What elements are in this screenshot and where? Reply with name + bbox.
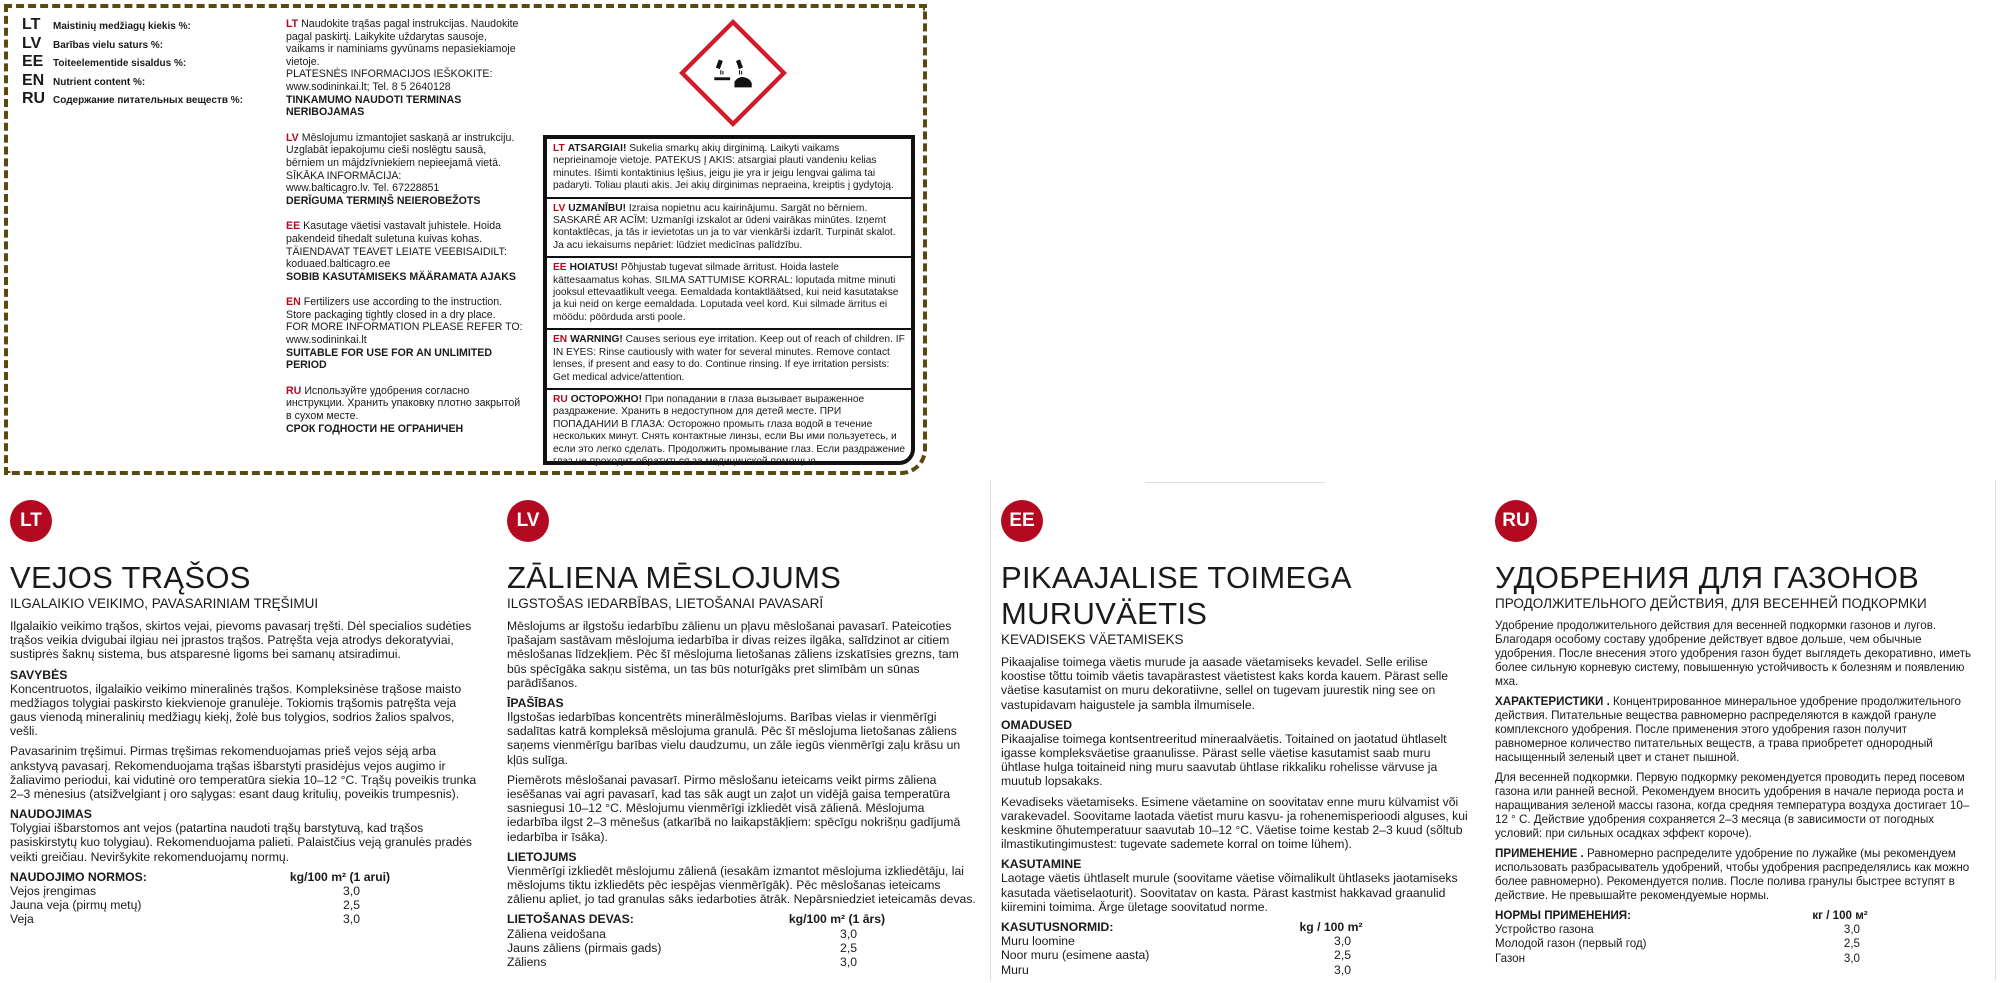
language-code: LV [286, 131, 299, 144]
section-text: Равномерно распределите удобрение по лужайке (мы рекомендуем использовать разбрасыватель удобрений, чтобы удобрения распределялись как можно более равномерно). Рекомендуется полив. После полива гранулы быстрее вступят в действие. Не превышайте рекомендуемые нормы. [1495, 847, 1970, 902]
rates-table [507, 912, 977, 969]
rates-unit: kg / 100 m² [1299, 920, 1363, 935]
rate-row [10, 884, 480, 898]
corrosion-symbol-icon [713, 57, 753, 89]
shelf-life-text: TINKAMUMO NAUDOTI TERMINAS NERIBOJAMAS [286, 93, 462, 119]
rate-row [1495, 923, 1980, 937]
rate-label: Zāliena veidošana [507, 926, 606, 941]
column-ru [1495, 500, 1980, 966]
language-code: RU [22, 90, 46, 107]
shelf-life-text: DERĪGUMA TERMIŅŠ NEIEROBEŽOTS [286, 194, 481, 207]
intro-text: Удобрение продолжительного действия для весенней подкормки газонов и лугов. Благодаря особому составу удобрение действует вдвое дольше, чем обычные удобрения. После внесения этого удобрения газон будет выглядеть декоративно, иметь более сильную корневую систему, повышенную устойчивость к болезням и появлению мха. [1495, 619, 1972, 688]
product-subtitle: ПРОДОЛЖИТЕЛЬНОГО ДЕЙСТВИЯ, ДЛЯ ВЕСЕННЕЙ ПОДКОРМКИ [1495, 596, 1927, 611]
warning-text: При попадании в глаза вызывает выраженное раздражение. Хранить в недоступном для детей месте. ПРИ ПОПАДАНИИ В ГЛАЗА: Осторожно промыть глаза водой в течение нескольких минут. Снять контактные линзы, если Вы ими пользуетесь, и если это легко сделать. Продолжить промывание глаз. Если раздражение глаз не проходит обратиться за медицинской помощью. [553, 393, 906, 467]
instruction-text: Kasutage väetisi vastavalt juhistele. Hoida pakendeid tihedalt suletuna kuivas kohas. TÄIENDAVAT TEAVET LEIATE VEEBISAIDILT: koduaed.balticagro.ee [286, 220, 507, 271]
product-title: ZĀLIENA MĒSLOJUMS [507, 560, 842, 595]
intro-text: Mēslojums ar ilgstošu iedarbību zālienu un pļavu mēslošanai pavasarī. Pateicoties īpašajam sastāvam mēslojuma iedarbība ir divas reizes ilgāka, salīdzinot ar citiem mēslošanas līdzekļiem. Pēc šī mēslojuma lietošanas zāliens izskatīsies grezns, tam būs spēcīgāka sakņu sistēma, un tas būs noturīgāks pret slimībām un sūnas parādīšanos. [507, 619, 959, 690]
language-badge: RU [1495, 500, 1537, 542]
section-text: Концентрированное минеральное удобрение продолжительного действия. Питательные вещества равномерно распределяются в каждой грануле комплексного удобрения. После применения этого удобрения газон получит равномерное количество питательных веществ, а трава приобретет однородный насыщенный зеленый цвет и станет пышной. [1495, 695, 1961, 764]
instruction-text: Fertilizers use according to the instruction. Store packaging tightly closed in a dry place. FOR MORE INFORMATION PLEASE REFER TO: www.sodininkai.lt [286, 296, 523, 347]
section-text: Pavasarinim tręšimui. Pirmas tręšimas rekomenduojamas prieš vejos sėją arba ankstyvą pavasarį. Rekomenduojama trąšas išbarstyti prasidėjus vejos augimo ir žaliavimo periodui, kai vidutinė oro temperatūra siekia 10–12 °C. Trąšų poveikis trunka 2–3 mėnesius (atsižvelgiant į oro sąlygas: esant daug kritulių, poveikis trumpesnis). [10, 744, 477, 802]
warning-heading: WARNING! [570, 334, 623, 346]
rate-row [507, 941, 977, 955]
rate-value: 3,0 [343, 884, 360, 899]
intro-text: Pikaajalise toimega väetis murude ja aasade väetamiseks kevadel. Selle erilise koostise tõttu toimib väetis tavapärastest väetistest kaks korda kauem. Pärast selle väetise kasutamist on muru dekoratiivne, sellel on tugevam juurestik ning see on vastupidavam haigustele ja sambla ilmumisele. [1001, 655, 1449, 712]
section-text: Piemērots mēslošanai pavasarī. Pirmo mēslošanu ieteicams veikt pirms zāliena iesēšanas vai agri pavasarī, kad tas sāk augt un zaļot un vidējā gaisa temperatūra sasniegusi 10–12 °C. Mēslojumu vienmērīgi izkliedēt visā zālienā. Mēslojuma iedarbība ilgst 2–3 mēnešus (atkarībā no laikapstākļiem: spēcīgu nokrišņu gadījumā iedarbība ir īsāka). [507, 772, 961, 844]
rate-row [1001, 948, 1471, 962]
rate-value: 3,0 [1334, 962, 1351, 977]
nutrient-label: Barības vielu saturs %: [53, 39, 164, 51]
section-heading: LIETOJUMS [507, 849, 577, 864]
warning-text: Sukelia smarkų akių dirginimą. Laikyti vaikams neprieinamoje vietoje. PATEKUS Į AKIS: atsargiai plauti vandeniu kelias minutes. Išimti kontaktinius lęšius, jeigu jie yra ir jeigu lengvai galima tai padaryti. Toliau plauti akis. Jei akių dirginimas nepraeina, kreiptis į gydytoją. [553, 143, 894, 192]
section-heading: SAVYBĖS [10, 667, 68, 682]
language-code: LV [553, 202, 566, 214]
instruction-text: Используйте удобрения согласно инструкции. Хранить упаковку плотно закрытой в сухом месте. [286, 384, 521, 423]
instruction-block-lt [286, 18, 526, 119]
language-badge: EE [1001, 500, 1043, 542]
warning-lt [547, 139, 911, 199]
rate-row [1001, 934, 1471, 948]
rate-value: 2,5 [1843, 937, 1860, 951]
language-code: LT [22, 16, 41, 33]
product-subtitle: ILGSTOŠAS IEDARBĪBAS, LIETOŠANAI PAVASARĪ [507, 596, 824, 611]
column-lv [507, 500, 977, 969]
rates-heading: НОРМЫ ПРИМЕНЕНИЯ: [1495, 909, 1631, 922]
warning-text: Causes serious eye irritation. Keep out of reach of children. IF IN EYES: Rinse cautiously with water for several minutes. Remove contact lenses, if present and easy to do. Continue rinsing. If eye irritation persists: Get medical advice/attention. [553, 334, 905, 383]
section-heading: KASUTAMINE [1001, 857, 1082, 872]
rate-label: Muru [1001, 962, 1029, 977]
intro-text: Ilgalaikio veikimo trąšos, skirtos vejai, pievoms pavasarį tręšti. Dėl specialios sudėties trąšos veikia dvigubai ilgiau nei įprastos trąšos. Patręšta veja atrodys dekoratyviai, sustiprės šaknų sistema, bus atsparesnė ligoms bei samanų atsiradimui. [10, 619, 472, 662]
rate-row [1495, 952, 1980, 966]
shelf-life-text: СРОК ГОДНОСТИ НЕ ОГРАНИЧЕН [286, 422, 464, 435]
section-heading: NAUDOJIMAS [10, 807, 92, 822]
rates-heading: NAUDOJIMO NORMOS: [10, 869, 147, 884]
column-lt [10, 500, 480, 927]
warning-heading: ATSARGIAI! [567, 143, 627, 154]
warning-en [547, 330, 911, 390]
section-paragraph [1495, 695, 1980, 765]
rate-row [507, 955, 977, 969]
warning-heading: ОСТОРОЖНО! [570, 393, 642, 405]
language-code: EN [22, 71, 45, 89]
rate-label: Muru loomine [1001, 934, 1075, 949]
section-heading: ПРИМЕНЕНИЕ . [1495, 847, 1584, 860]
warning-text: Põhjustab tugevat silmade ärritust. Hoida lastele kättesaamatus kohas. SILMA SATTUMISE KORRAL: loputada mitme minuti jooksul ettevaatlikult veega. Eemaldada kontaktläätsed, kui neid kasutatakse ja kui neid on kerge eemaldada. Loputada veel kord. Kui silmade ärritus ei möödu: pöörduda arsti poole. [553, 262, 899, 323]
rates-heading: KASUTUSNORMID: [1001, 920, 1114, 935]
section-text: Laotage väetis ühtlaselt murule (soovitame väetise võimalikult ühtlaseks jaotamiseks kasutada väetiselaoturit). Soovitatav on kasta. Pärast kastmist hakkavad graanulid kiiremini toimima. Ärge ületage soovitatud norme. [1001, 871, 1458, 914]
rate-value: 2,5 [343, 898, 360, 913]
rate-value: 3,0 [1843, 951, 1860, 965]
language-code: LT [553, 143, 565, 154]
rate-row [1495, 937, 1980, 951]
language-code: RU [286, 384, 302, 397]
column-ee [1001, 500, 1471, 977]
section-text: Ilgstošas iedarbības koncentrēts minerālmēslojums. Barības vielas ir vienmērīgi sadalītas katrā kompleksā mēslojuma granulā. Pēc šī mēslojuma lietošanas zāliens saņems vienmērīgu barības vielu daudzumu, un zāle iegūs vienmērīgi zaļu krāsu un kļūs sulīga. [507, 710, 961, 767]
section-paragraph [1495, 847, 1980, 903]
rate-row [10, 912, 480, 926]
rates-unit: kg/100 m² (1 arui) [289, 869, 391, 884]
rate-value: 2,5 [840, 940, 857, 955]
rate-label: Vejos įrengimas [10, 884, 97, 899]
rate-label: Устройство газона [1495, 923, 1594, 937]
rates-unit: kg/100 m² (1 ārs) [788, 912, 886, 927]
nutrient-label: Maistinių medžiagų kiekis %: [53, 21, 191, 32]
product-subtitle: ILGALAIKIO VEIKIMO, PAVASARINIAM TRĘŠIMUI [10, 596, 319, 611]
rate-label: Молодой газон (первый год) [1495, 937, 1647, 951]
language-code: EN [286, 296, 301, 309]
product-title: УДОБРЕНИЯ ДЛЯ ГАЗОНОВ [1495, 560, 1920, 595]
corrosion-pictogram-icon [680, 20, 786, 126]
rate-value: 2,5 [1334, 948, 1351, 963]
section-text: Vienmērīgi izkliedēt mēslojumu zālienā (iesakām izmantot mēslojuma izkliedētāju, lai mēslojums tiktu izkliedēts pēc iespējas vienmērīgāk). Pēc mēslošanas ieteicams zālienu apliet, jo tad granulas sāks iedarboties ātrāk. Nepārsniedziet ieteicamās devas. [507, 863, 976, 907]
instruction-block-en [286, 296, 526, 372]
rate-label: Газон [1495, 951, 1525, 965]
nutrient-label: Содержание питательных веществ %: [53, 95, 243, 106]
nutrient-row [22, 16, 282, 35]
rates-table [10, 870, 480, 927]
rate-label: Jauns zāliens (pirmais gads) [507, 940, 662, 955]
shelf-life-text: SUITABLE FOR USE FOR AN UNLIMITED PERIOD [286, 346, 492, 372]
warning-ru [547, 390, 911, 472]
language-code: EE [553, 262, 567, 274]
language-code: EN [553, 334, 568, 346]
product-subtitle: KEVADISEKS VÄETAMISEKS [1001, 632, 1184, 647]
warning-text: Izraisa nopietnu acu kairinājumu. Sargāt no bērniem. SASKARĒ AR ACĪM: Uzmanīgi izskalot ar ūdeni vairākas minūtes. Izņemt kontaktlēcas, ja tās ir ievietotas un ja to var vienkārši izdarīt. Turpināt skalot. Ja acu iekaisums nepāriet: lūdziet medicīnas palīdzību. [553, 202, 896, 251]
rate-value: 3,0 [1334, 934, 1351, 949]
language-code: LT [286, 18, 299, 30]
hazard-warnings-box [543, 135, 915, 465]
rate-label: Veja [10, 912, 34, 927]
instruction-text: Mēslojumu izmantojiet saskaņā ar instrukciju. Uzglabāt iepakojumu cieši noslēgtu sausā, bērniem un mājdzīvniekiem nepieejamā vietā. SĪKĀKA INFORMĀCIJA: www.balticagro.lv. Tel. 67228851 [286, 131, 515, 195]
rates-unit: кг / 100 м² [1812, 909, 1868, 922]
language-code: EE [22, 53, 44, 70]
nutrient-row [22, 35, 282, 54]
warning-lv [547, 199, 911, 259]
product-title: VEJOS TRĄŠOS [10, 560, 251, 595]
section-text: Для весенней подкормки. Первую подкормку рекомендуется проводить перед посевом газона или ранней весной. Рекомендуем вносить удобрения в начале периода роста и наращивания зеленой массы газона, когда средняя температура воздуха достигает 10–12 ° С. Действие удобрения сохраняется 2–3 месяца (в зависимости от погодных условий: при сильных осадках эффект короче). [1495, 771, 1970, 840]
divider [1145, 482, 1325, 483]
product-title: PIKAAJALISE TOIMEGA MURUVÄETIS [1001, 560, 1351, 631]
section-text: Koncentruotos, ilgalaikio veikimo mineralinės trąšos. Kompleksinėse trąšose maisto medžiagos tolygiai paskirsto kiekvienoje granulėje. Tokiomis trąšomis patręšta veja gaus vienodą mineralinių medžiagų kiekį, žolė bus tolygios, sodrios žalios spalvos, vešli. [10, 681, 462, 739]
instruction-text: Naudokite trąšas pagal instrukcijas. Naudokite pagal paskirtį. Laikykite uždarytas sausoje, vaikams ir naminiams gyvūnams nepasiekiamoje vietoje. PLATESNĖS INFORMACIJOS IEŠKOKITE: www.sodininkai.lt; Tel. 8 5 2640128 [286, 18, 519, 93]
section-heading: ХАРАКТЕРИСТИКИ . [1495, 695, 1610, 708]
language-badge: LT [10, 500, 52, 542]
rate-row [1001, 963, 1471, 977]
rate-row [507, 927, 977, 941]
divider [1995, 480, 1996, 980]
nutrient-row [22, 72, 282, 91]
section-text: Pikaajalise toimega kontsentreeritud mineraalväetis. Toitained on jaotatud ühtlaselt igasse kompleksväetise graanulisse. Pärast selle väetise kasutamist saab muru ühtlase hulga toitaineid ning muru saavutab ühtlase rikkaliku rohelisse värvuse ja muutub lopsakaks. [1001, 731, 1447, 789]
rate-label: Zāliens [507, 955, 547, 970]
nutrient-row [22, 90, 282, 109]
rate-value: 3,0 [840, 955, 857, 970]
nutrient-label: Toiteelementide sisaldus %: [53, 58, 187, 69]
nutrient-label: Nutrient content %: [53, 76, 146, 88]
nutrient-row [22, 53, 282, 72]
instruction-block-ru [286, 385, 526, 435]
language-code: RU [553, 393, 568, 405]
rate-value: 3,0 [343, 912, 360, 927]
divider [990, 480, 991, 980]
section-text: Kevadiseks väetamiseks. Esimene väetamine on soovitatav enne muru külvamist või varakevadel. Soovitame laotada väetist muru kasvu- ja rohenemisperioodi alguses, kui keskmine õhutemperatuur saavutab 10–12 °C. Väetise toime kestab 2–3 kuud (sõltub ilmastikutingimustest: tugevate sademete korral on toime lühem). [1001, 794, 1468, 852]
warning-heading: HOIATUS! [569, 262, 619, 274]
language-code: EE [286, 220, 301, 233]
shelf-life-text: SOBIB KASUTAMISEKS MÄÄRAMATA AJAKS [286, 270, 516, 283]
section-text: Tolygiai išbarstomos ant vejos (patartina naudoti trąšų barstytuvą, kad trąšos pasiskirstytų kuo tolygiau). Rekomenduojama palieti. Palaistčius veją granulės pradės veikti greičiau. Neviršykite rekomenduojamų normų. [10, 821, 473, 864]
nutrient-content-list [22, 16, 282, 109]
section-heading: ĪPAŠĪBAS [507, 696, 564, 711]
usage-instructions [286, 18, 526, 448]
rates-table [1495, 909, 1980, 966]
rates-table [1001, 920, 1471, 977]
warning-heading: UZMANĪBU! [568, 202, 626, 214]
section-heading: OMADUSED [1001, 717, 1073, 732]
rate-label: Noor muru (esimene aasta) [1001, 948, 1150, 963]
rate-row [10, 898, 480, 912]
language-badge: LV [507, 500, 549, 542]
warning-ee [547, 258, 911, 330]
rate-value: 3,0 [1843, 923, 1860, 937]
instruction-block-ee [286, 220, 526, 283]
language-code: LV [22, 34, 42, 52]
instruction-block-lv [286, 132, 526, 208]
rates-heading: LIETOŠANAS DEVAS: [507, 912, 634, 927]
rate-label: Jauna veja (pirmų metų) [10, 898, 142, 913]
rate-value: 3,0 [840, 926, 857, 941]
